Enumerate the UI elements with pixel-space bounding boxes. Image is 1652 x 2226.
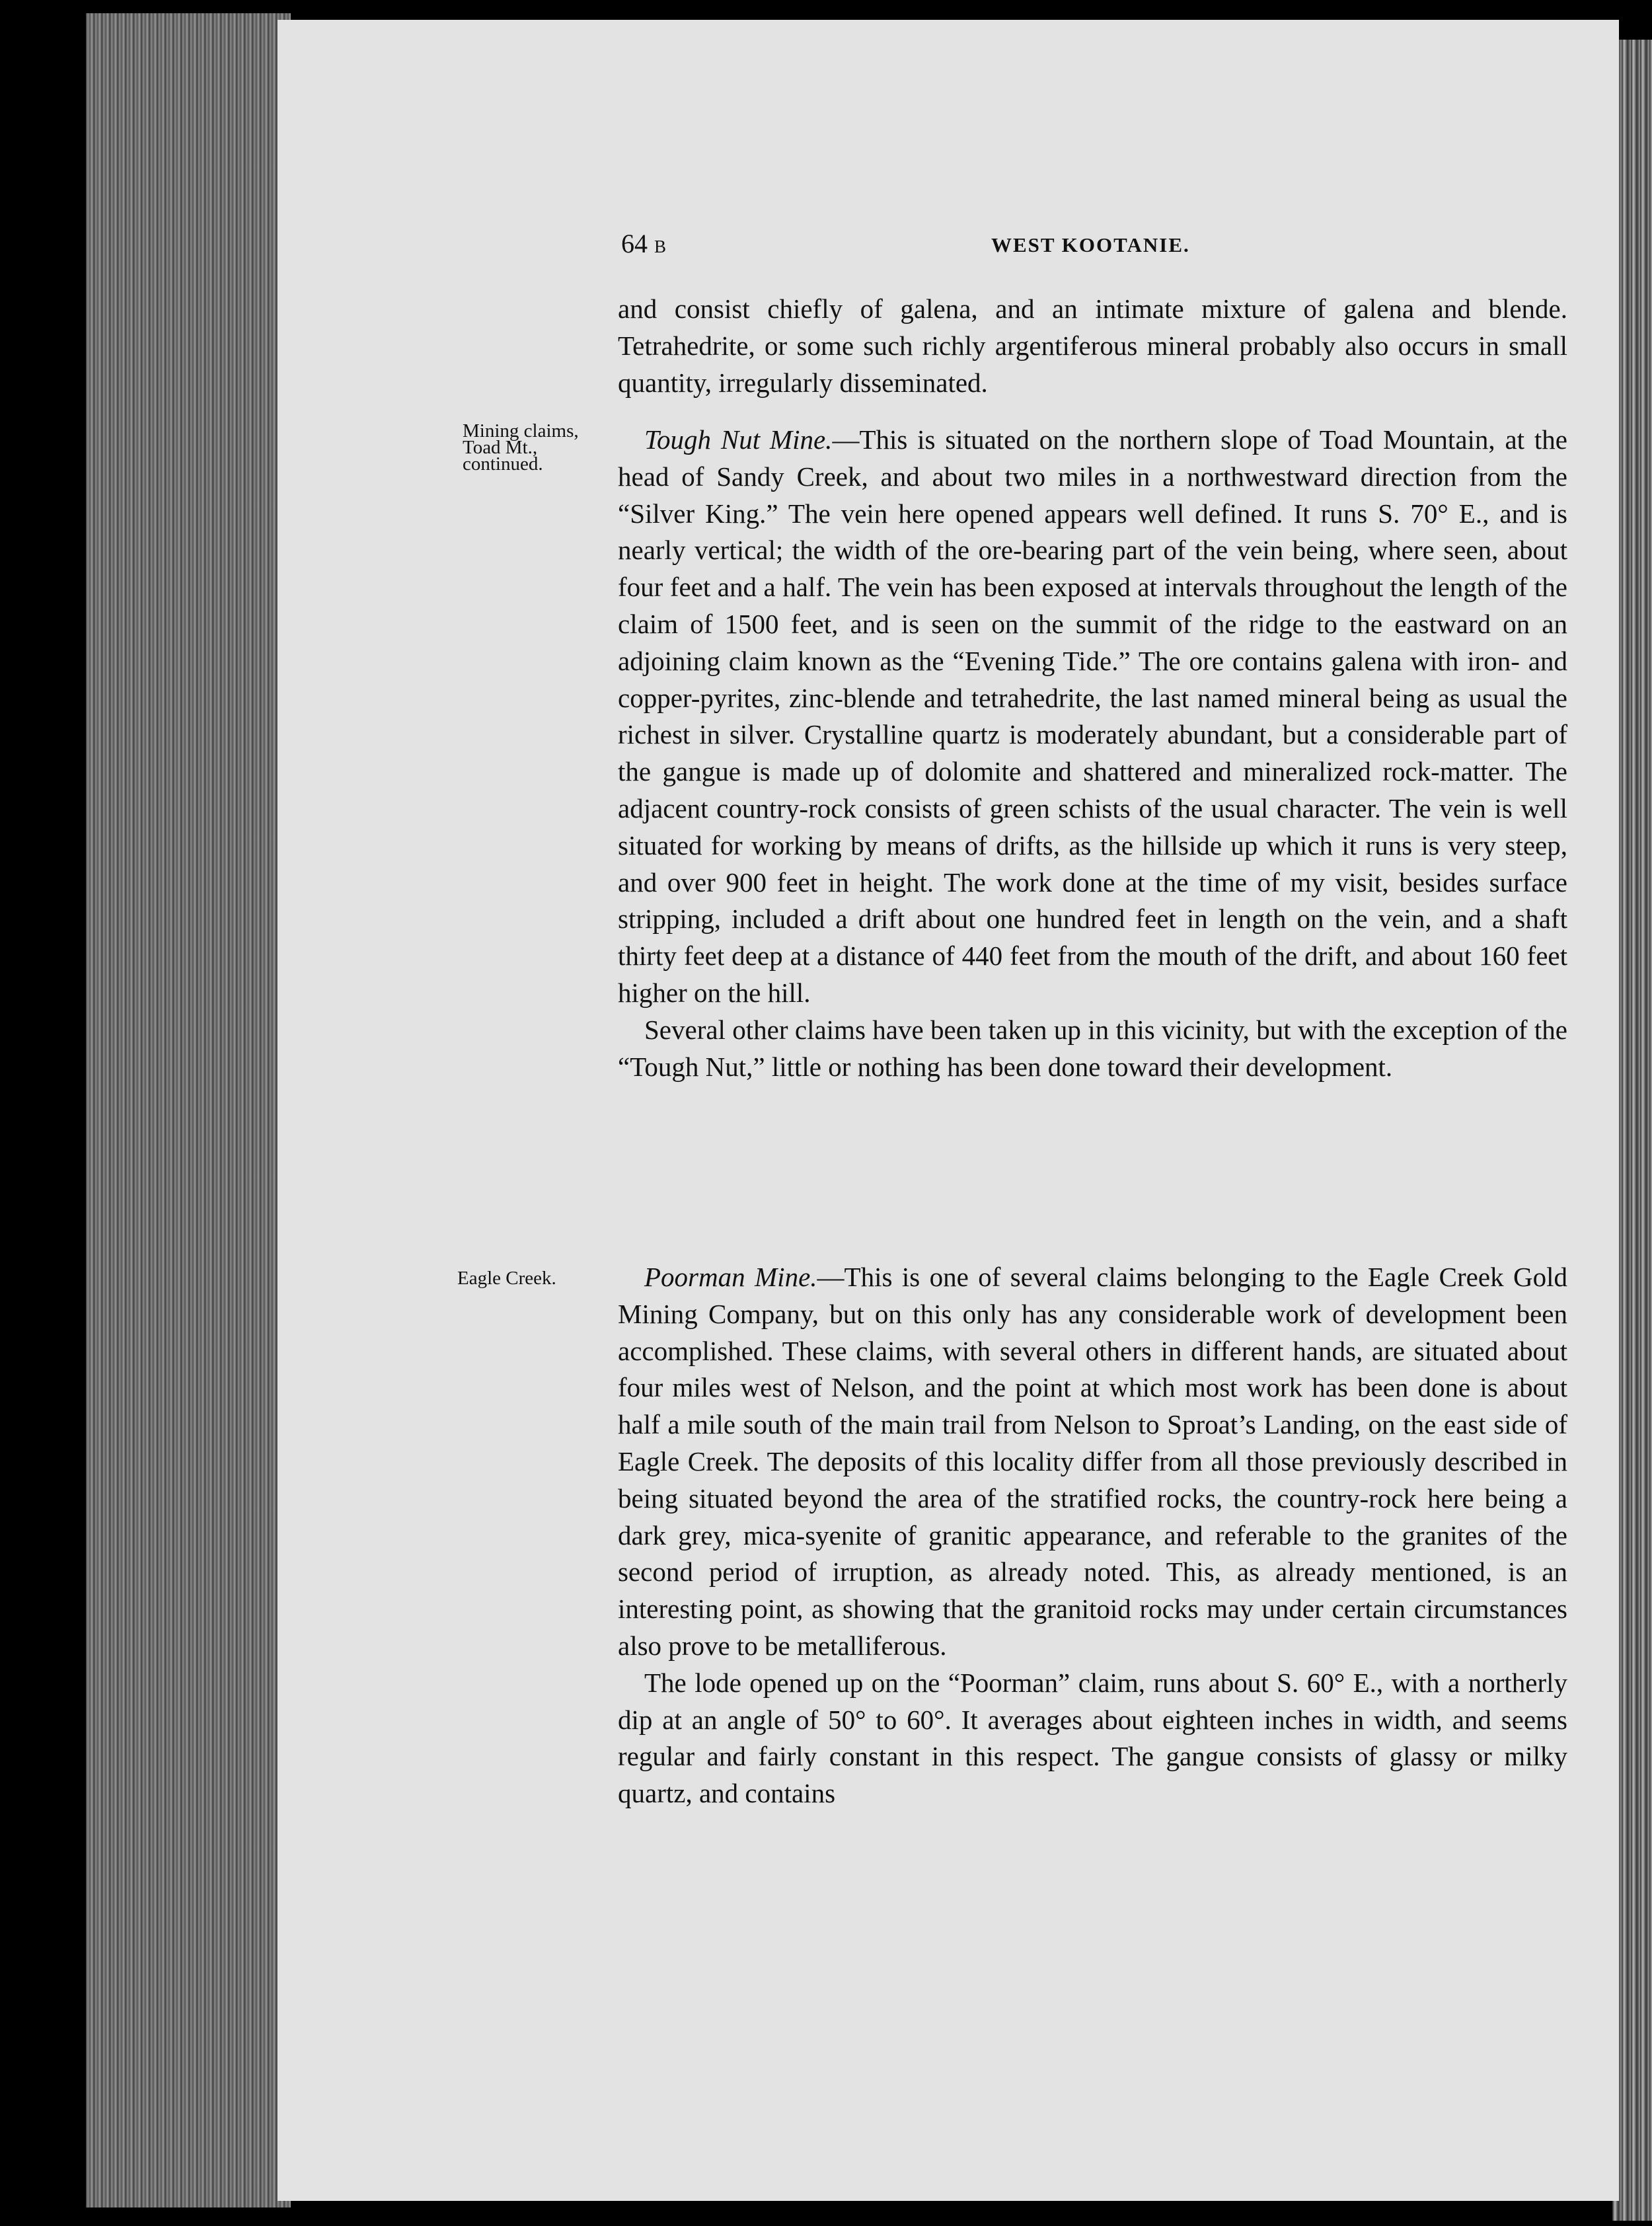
paragraph: The lode opened up on the “Poorman” claim, runs about S. 60° E., with a northerly dip at an angle of 50° to 60°. It averages about eighteen inches in width, and seems regular and fairly constant in this respect. The gangue consists of glassy or milky quartz, and contains xyxy=(618,1667,1567,1809)
sidenote-eagle-creek: Eagle Creek. xyxy=(457,1268,556,1289)
paragraph-continuation xyxy=(618,291,1567,401)
sidenote-line: Toad Mt., xyxy=(463,437,538,458)
page-number: 64 B xyxy=(621,229,667,258)
page-header xyxy=(621,228,1566,265)
section-title: Poorman Mine. xyxy=(644,1262,817,1292)
paragraph-body: —This is situated on the northern slope of Toad Mountain, at the head of Sandy Creek, and about two miles in a northwestward direction from the “Silver King.” The vein here opened appears well defined. It runs S. 70° E., and is nearly vertical; the width of the ore-bearing part of the vein being, where seen, about four feet and a half. The vein has been exposed at intervals throughout the length of the claim of 1500 feet, and is seen on the summit of the ridge to the eastward on an adjoining claim known as the “Evening Tide.” The ore contains galena with iron- and copper-pyrites, zinc-blende and tetrahedrite, the last named mineral being as usual the richest in silver. Crystalline quartz is moderately abundant, but a considerable part of the gangue is made up of dolomite and shattered and mineralized rock-matter. The adjacent country-rock consists of green schists of the usual character. The vein is well situated for working by means of drifts, as the hillside up which it runs is very steep, and over 900 feet in height. The work done at the time of my visit, besides surface stripping, included a drift about one hundred feet in length on the vein, and a shaft thirty feet deep at a distance of 440 feet from the mouth of the drift, and about 160 feet higher on the hill. xyxy=(618,424,1567,1008)
paragraph: and consist chiefly of galena, and an intimate mixture of galena and blende. Tetrahedrite, or some such richly argentiferous mineral probably also occurs in small quantity, irregularly disseminated. xyxy=(618,293,1567,398)
paragraph xyxy=(618,422,1567,1012)
sidenote-line: continued. xyxy=(463,453,543,475)
paragraph-body: —This is one of several claims belonging to the Eagle Creek Gold Mining Company, but on this only has any considerable work of development been accomplished. These claims, with several others in different hands, are situated about four miles west of Nelson, and the point at which most work has been done is about half a mile south of the main trail from Nelson to Sproat’s Landing, on the east side of Eagle Creek. The deposits of this locality differ from all those previously described in being situated beyond the area of the stratified rocks, the country-rock here being a dark grey, mica-syenite of granitic appearance, and referable to the granites of the second period of irruption, as already noted. This, as already mentioned, is an interesting point, as showing that the granitoid rocks may under certain circumstances also prove to be metalliferous. xyxy=(618,1262,1567,1661)
sidenote-line: Mining claims, xyxy=(463,420,579,441)
section-title: Tough Nut Mine. xyxy=(644,424,833,455)
section-poorman xyxy=(618,1259,1567,1812)
paragraph: Several other claims have been taken up in this vicinity, but with the exception of the “Tough Nut,” little or nothing has been done toward their development. xyxy=(618,1014,1567,1082)
book-page-edges xyxy=(86,13,291,2207)
sidenote-mining-claims xyxy=(463,420,579,475)
paragraph xyxy=(618,1259,1567,1665)
running-title: WEST KOOTANIE. xyxy=(991,233,1190,256)
section-tough-nut xyxy=(618,422,1567,1085)
